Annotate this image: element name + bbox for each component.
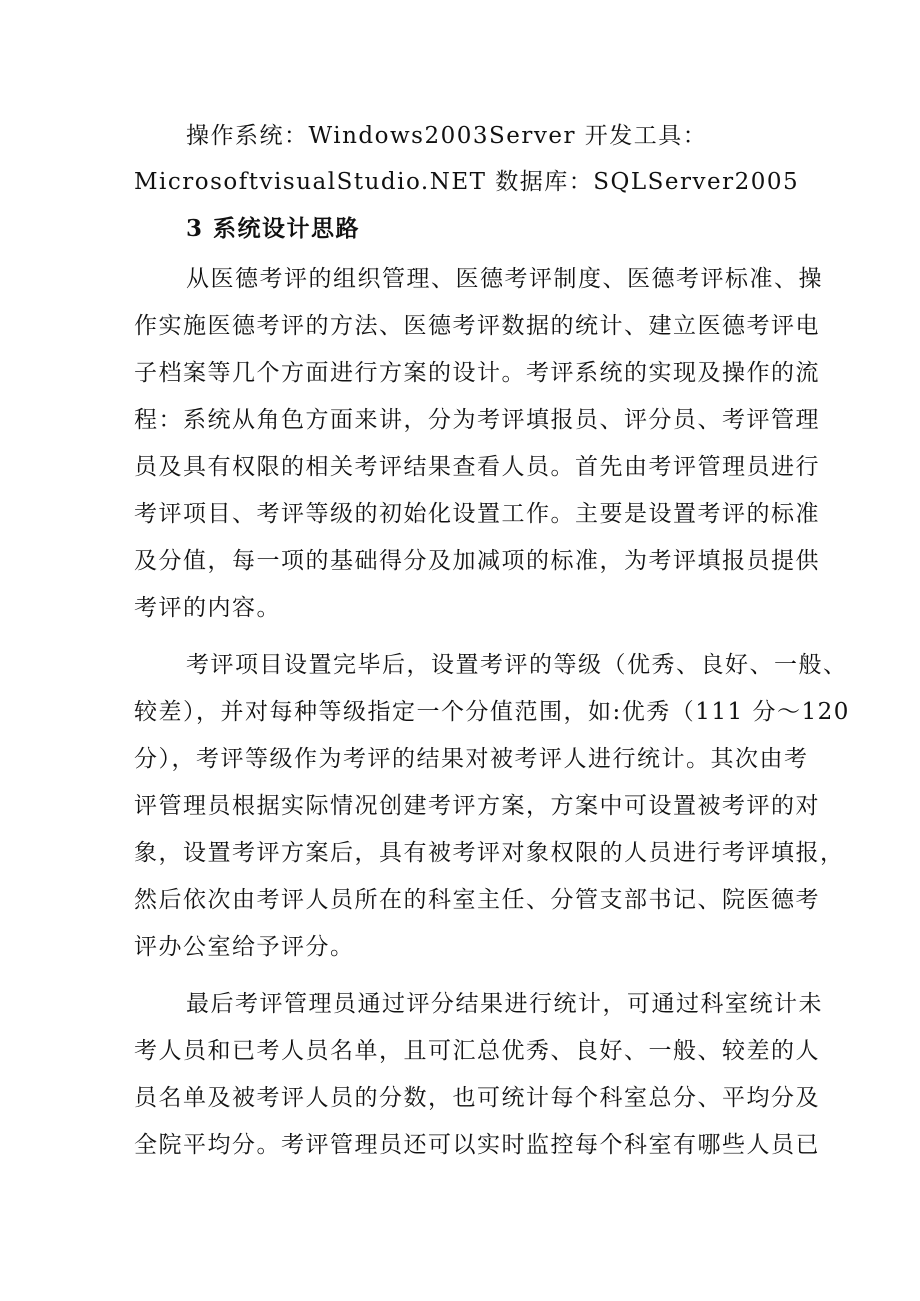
paragraph-line: 象，设置考评方案后，具有被考评对象权限的人员进行考评填报，: [134, 840, 845, 866]
paragraph-line: 考评项目设置完毕后，设置考评的等级（优秀、良好、一般、: [186, 652, 848, 678]
paragraph-line: 程：系统从角色方面来讲，分为考评填报员、评分员、考评管理: [134, 407, 820, 433]
paragraph-line: 及分值，每一项的基础得分及加减项的标准，为考评填报员提供: [134, 548, 820, 574]
paragraph-line: 较差），并对每种等级指定一个分值范围，如:优秀（111 分～120: [134, 699, 850, 725]
paragraph-line: 考评的内容。: [134, 595, 281, 621]
paragraph-line: 从医德考评的组织管理、医德考评制度、医德考评标准、操: [186, 266, 823, 292]
paragraph-line: 员及具有权限的相关考评结果查看人员。首先由考评管理员进行: [134, 454, 820, 480]
paragraph-line: 然后依次由考评人员所在的科室主任、分管支部书记、院医德考: [134, 887, 820, 913]
paragraph-line: 分），考评等级作为考评的结果对被考评人进行统计。其次由考: [134, 746, 809, 772]
env-line-os-tools: 操作系统：Windows2003Server 开发工具：: [186, 123, 708, 149]
section-heading: 3 系统设计思路: [186, 215, 361, 242]
paragraph-line: 全院平均分。考评管理员还可以实时监控每个科室有哪些人员已: [134, 1132, 820, 1158]
paragraph-line: 评管理员根据实际情况创建考评方案，方案中可设置被考评的对: [134, 793, 820, 819]
env-line-ide-db: MicrosoftvisualStudio.NET 数据库：SQLServer2005: [134, 169, 800, 195]
paragraph-line: 考人员和已考人员名单，且可汇总优秀、良好、一般、较差的人: [134, 1038, 820, 1064]
paragraph-line: 员名单及被考评人员的分数，也可统计每个科室总分、平均分及: [134, 1085, 820, 1111]
paragraph-line: 作实施医德考评的方法、医德考评数据的统计、建立医德考评电: [134, 313, 820, 339]
paragraph-line: 考评项目、考评等级的初始化设置工作。主要是设置考评的标准: [134, 501, 820, 527]
paragraph-line: 子档案等几个方面进行方案的设计。考评系统的实现及操作的流: [134, 360, 820, 386]
paragraph-line: 最后考评管理员通过评分结果进行统计，可通过科室统计未: [186, 991, 823, 1017]
paragraph-line: 评办公室给予评分。: [134, 934, 355, 960]
